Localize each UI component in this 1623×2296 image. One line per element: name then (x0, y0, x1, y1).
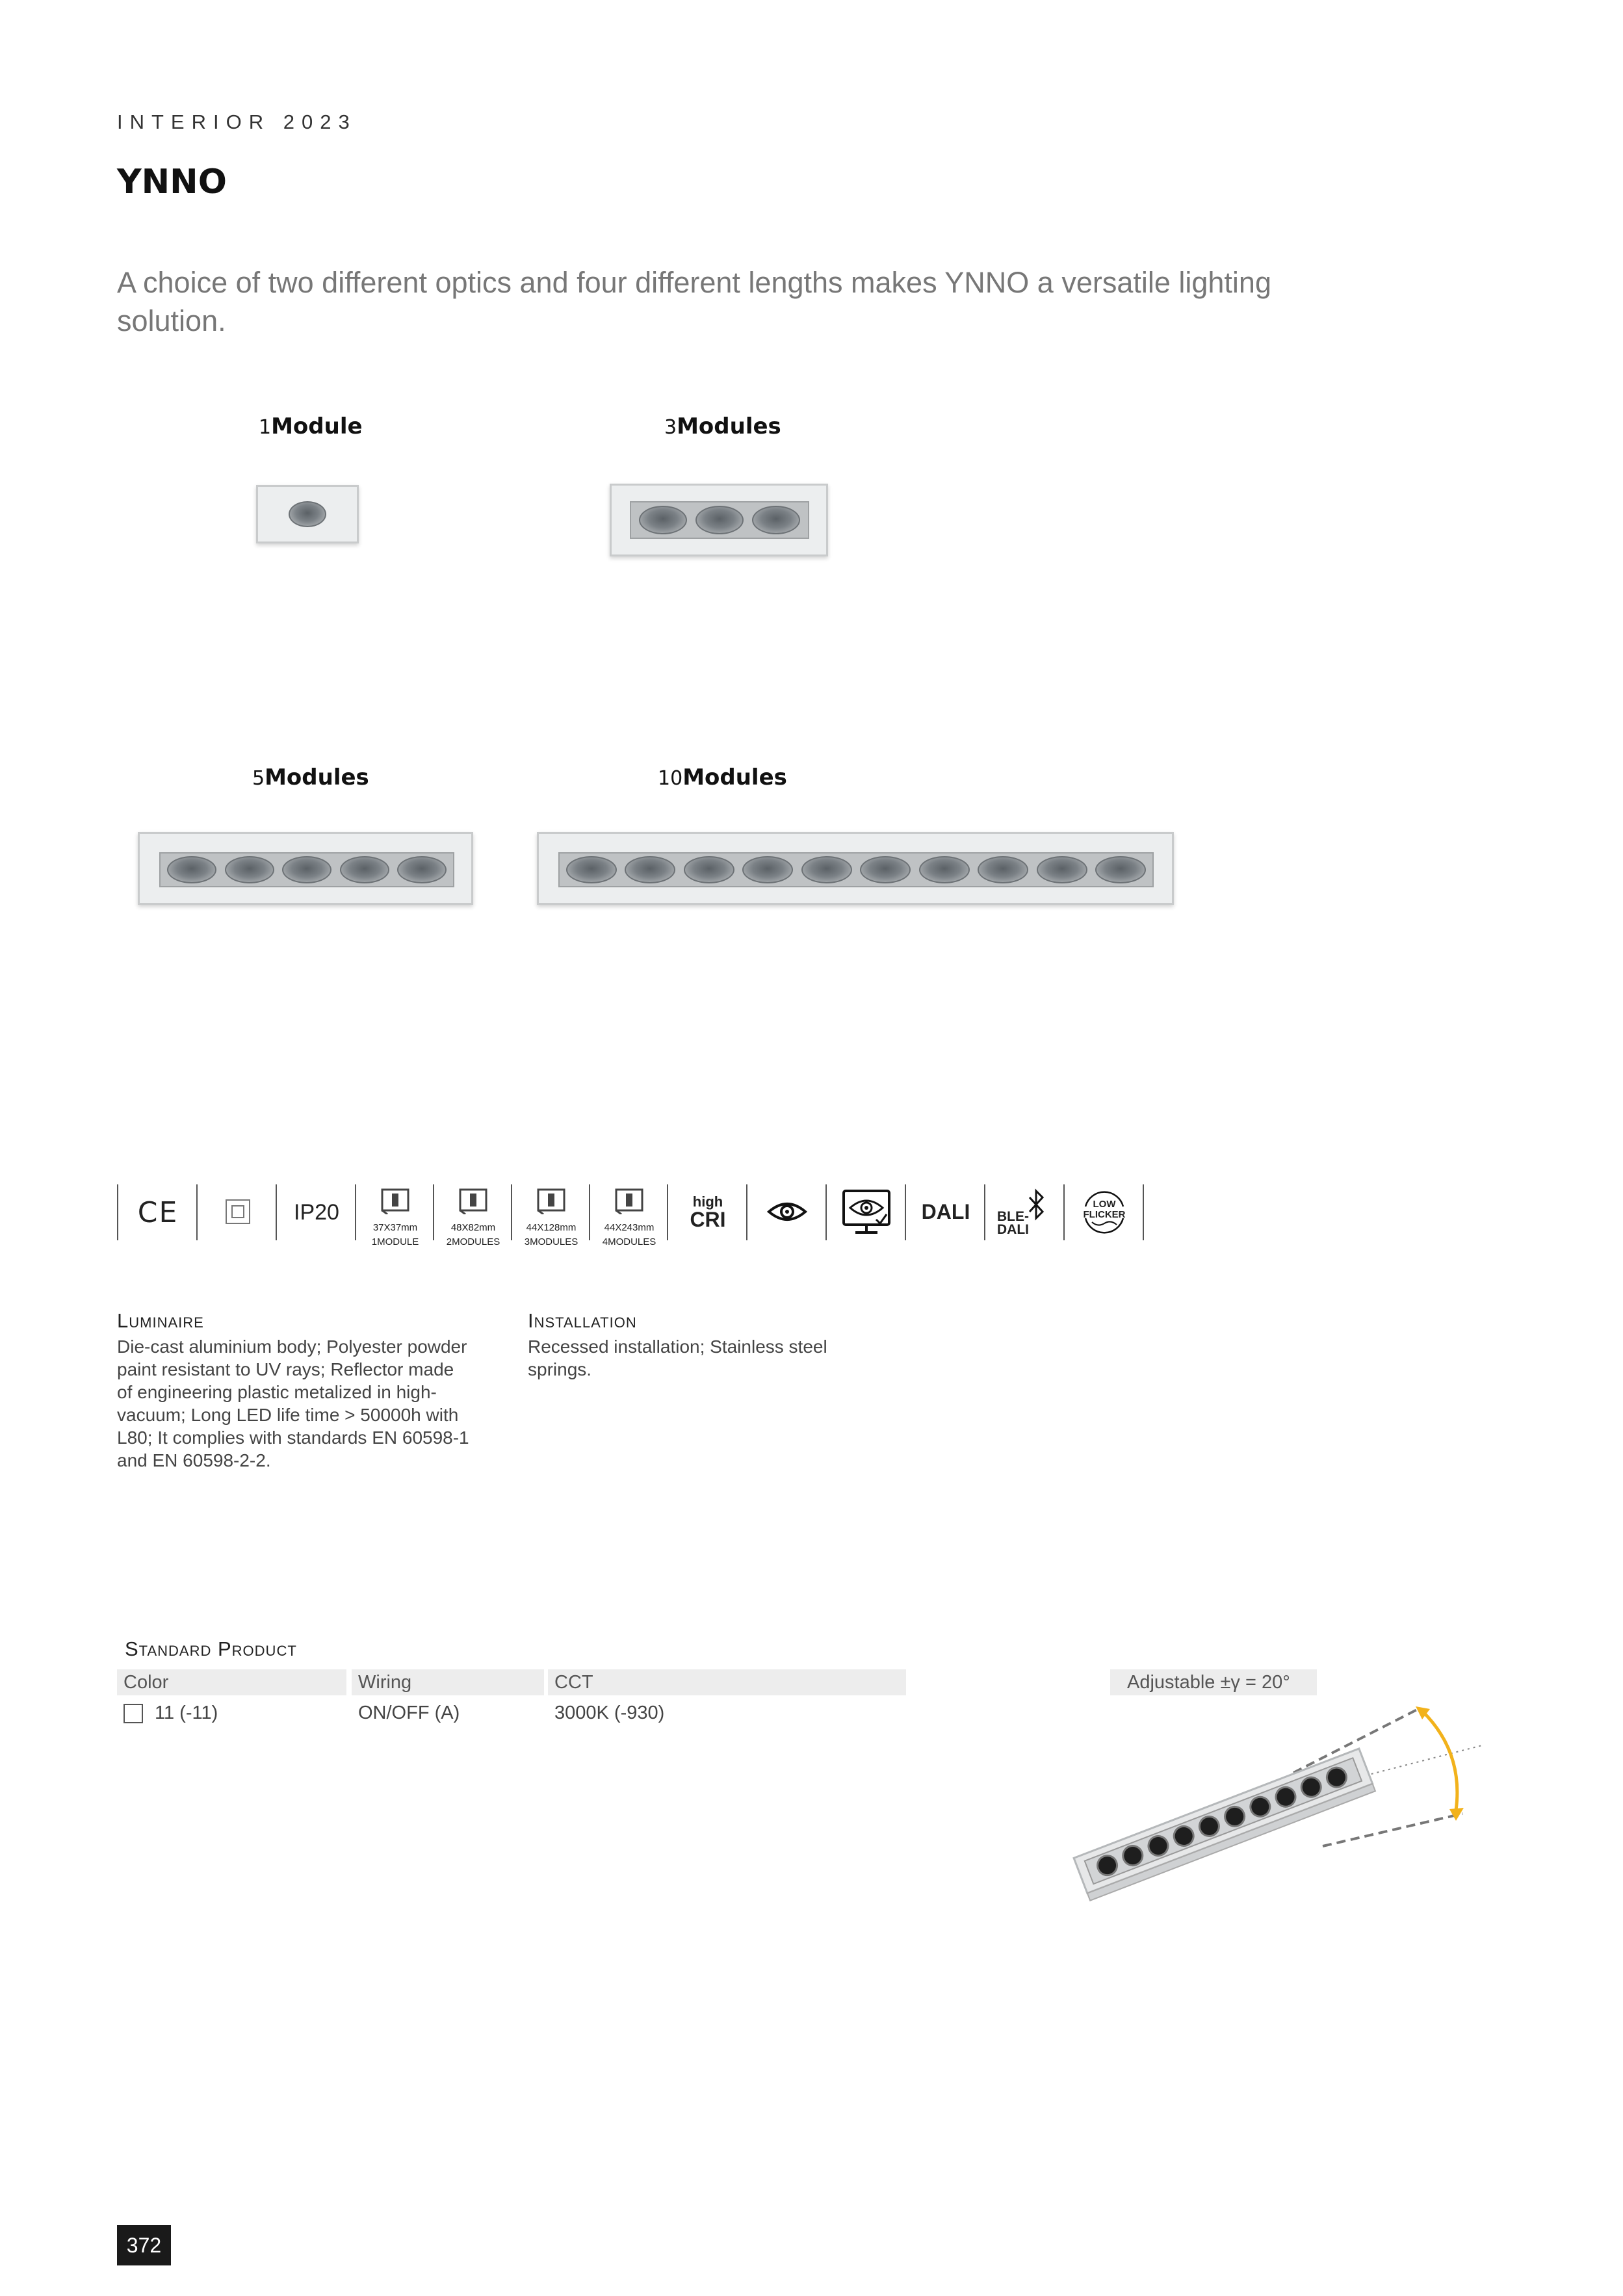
product-image-1-module (256, 485, 359, 543)
column-header-color: Color (117, 1669, 346, 1695)
high-cri-icon: high CRI (667, 1184, 746, 1240)
column-header-cct: CCT (548, 1669, 906, 1695)
ble-dali-icon: BLE- DALI (984, 1184, 1063, 1240)
adjustable-label: Adjustable ±γ = 20° (1110, 1669, 1317, 1695)
intro-text: A choice of two different optics and four different lengths makes YNNO a versatile lighting solution. (117, 266, 1271, 337)
optic-icon (752, 506, 800, 534)
optic-icon (639, 506, 687, 534)
class-ii-icon (196, 1184, 276, 1240)
color-swatch (123, 1704, 143, 1723)
module-label-3: 3Modules (664, 413, 781, 439)
wiring-value: ON/OFF (A) (358, 1702, 460, 1723)
page-number: 372 (117, 2225, 171, 2265)
standard-product-heading: Standard Product (125, 1637, 297, 1660)
adjustable-angle-diagram (1066, 1700, 1495, 1914)
cutout-icon-1: 37X37mm 1MODULE (355, 1184, 433, 1240)
optic-icon (1095, 856, 1146, 883)
optic-icon (625, 856, 675, 883)
page-title: YNNO (117, 163, 227, 202)
installation-heading: Installation (528, 1309, 637, 1332)
product-image-10-modules (537, 832, 1174, 905)
optic-icon (282, 856, 331, 883)
product-image-3-modules (610, 484, 828, 556)
tilt-arc (1422, 1711, 1457, 1810)
low-flicker-icon: LOW FLICKER (1063, 1184, 1143, 1240)
color-value: 11 (-11) (155, 1702, 218, 1723)
icon-row-divider (1143, 1184, 1144, 1240)
optic-icon (566, 856, 617, 883)
optic-icon (695, 506, 744, 534)
optic-icon (340, 856, 389, 883)
optic-icon (860, 856, 911, 883)
optic-icon (919, 856, 970, 883)
optic-icon (801, 856, 852, 883)
optic-icon (167, 856, 216, 883)
cutout-icon-3: 44X128mm 3MODULES (511, 1184, 589, 1240)
optic-icon (684, 856, 734, 883)
optic-icon (289, 501, 326, 527)
optic-icon (397, 856, 447, 883)
ip-rating-icon: IP20 (276, 1184, 355, 1240)
ce-icon: CE (117, 1184, 196, 1240)
optic-icon (225, 856, 274, 883)
column-header-wiring: Wiring (352, 1669, 544, 1695)
installation-description: Recessed installation; Stainless steel springs. (528, 1337, 827, 1379)
luminaire-description: Die-cast aluminium body; Polyester powder paint resistant to UV rays; Reflector made of engineering plastic metalized in high- vacuum; Long LED life time > 50000h with L80; It complies with standards EN 60598-1 and EN 60598-2-2. (117, 1337, 469, 1470)
arrow-head-lower-icon (1449, 1808, 1464, 1821)
eye-icon (746, 1184, 825, 1240)
tilted-luminaire-illustration (1074, 1749, 1375, 1901)
tilt-limit-lower-line (1323, 1814, 1462, 1846)
module-label-10: 10Modules (658, 764, 787, 790)
section-label: INTERIOR 2023 (117, 111, 357, 133)
bluetooth-icon (1027, 1187, 1046, 1223)
dali-icon: DALI (905, 1184, 984, 1240)
product-image-5-modules (138, 832, 473, 905)
feature-icon-row (117, 1184, 1144, 1246)
monitor-eye-icon (825, 1184, 905, 1240)
optic-icon (1037, 856, 1087, 883)
cutout-icon-4: 44X243mm 4MODULES (589, 1184, 667, 1240)
module-label-1: 1Module (259, 413, 363, 439)
optic-icon (978, 856, 1028, 883)
cutout-icon-2: 48X82mm 2MODULES (433, 1184, 511, 1240)
module-label-5: 5Modules (252, 764, 369, 790)
optic-icon (742, 856, 793, 883)
luminaire-heading: Luminaire (117, 1309, 204, 1332)
cct-value: 3000K (-930) (554, 1702, 665, 1723)
